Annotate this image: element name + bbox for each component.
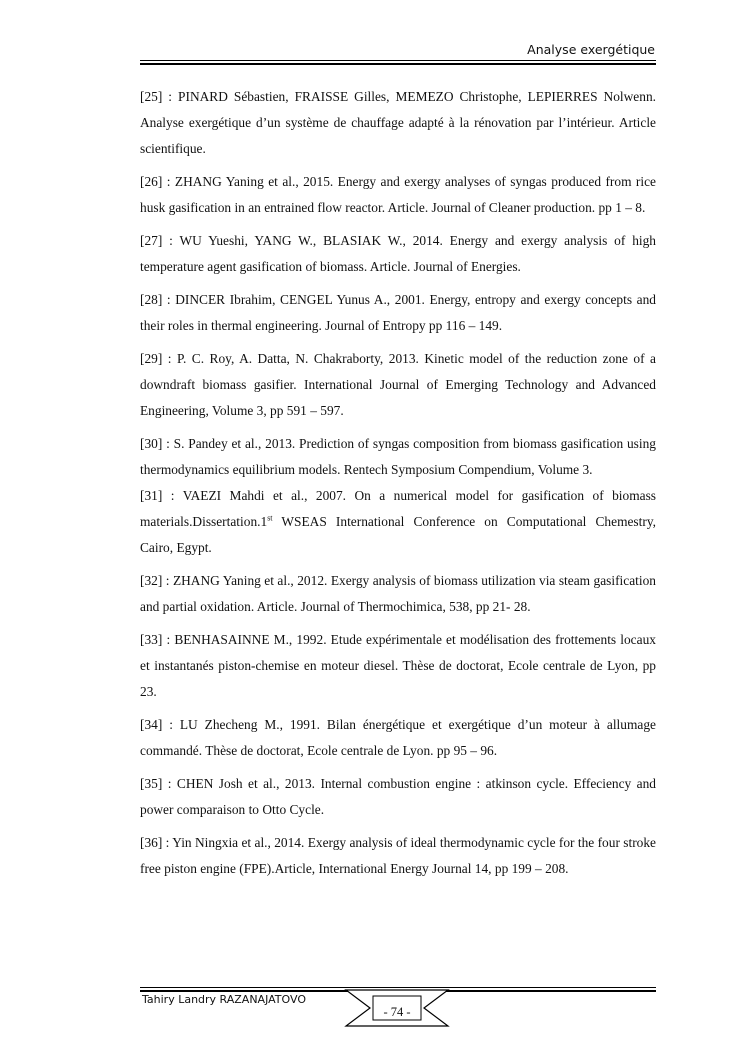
footer-author: Tahiry Landry RAZANAJATOVO	[142, 993, 306, 1006]
reference-text: ZHANG Yaning et al., 2015. Energy and exergy analyses of syngas produced from rice husk gasification in an entrained flow reactor. Article. Journal of Cleaner production. pp 1 – 8.	[140, 174, 656, 215]
reference-text: LU Zhecheng M., 1991. Bilan énergétique et exergétique d’un moteur à allumage commandé. Thèse de doctorat, Ecole centrale de Lyon. pp 95 – 96.	[140, 717, 656, 758]
reference-label: [28] :	[140, 292, 171, 307]
reference-32	[140, 568, 656, 620]
reference-label: [30] :	[140, 436, 170, 451]
reference-text: ZHANG Yaning et al., 2012. Exergy analysis of biomass utilization via steam gasification and partial oxidation. Article. Journal of Thermochimica, 538, pp 21- 28.	[140, 573, 656, 614]
reference-superscript: st	[267, 513, 273, 523]
reference-label: [32] :	[140, 573, 170, 588]
reference-label: [27] :	[140, 233, 173, 248]
reference-label: [31] :	[140, 488, 175, 503]
header-title: Analyse exergétique	[527, 42, 655, 57]
reference-25	[140, 84, 656, 162]
reference-text: CHEN Josh et al., 2013. Internal combustion engine : atkinson cycle. Effeciency and power comparaison to Otto Cycle.	[140, 776, 657, 817]
reference-text: BENHASAINNE M., 1992. Etude expérimentale et modélisation des frottements locaux et instantanés piston-chemise en moteur diesel. Thèse de doctorat, Ecole centrale de Lyon, pp 23.	[140, 632, 656, 699]
reference-31	[140, 483, 656, 561]
reference-label: [36] :	[140, 835, 170, 850]
reference-text: S. Pandey et al., 2013. Prediction of syngas composition from biomass gasification using thermodynamics equilibrium models. Rentech Symposium Compendium, Volume 3.	[140, 436, 656, 477]
header-rule-thin	[140, 60, 656, 61]
reference-33	[140, 627, 656, 705]
reference-label: [33] :	[140, 632, 171, 647]
reference-28	[140, 287, 656, 339]
reference-text: PINARD Sébastien, FRAISSE Gilles, MEMEZO Christophe, LEPIERRES Nolwenn. Analyse exergétique d’un système de chauffage adapté à la rénovation par l’intérieur. Article scientifique.	[140, 89, 656, 156]
reference-text: Yin Ningxia et al., 2014. Exergy analysis of ideal thermodynamic cycle for the four stroke free piston engine (FPE).Article, International Energy Journal 14, pp 199 – 208.	[140, 835, 656, 876]
reference-29	[140, 346, 656, 424]
reference-text-after: WSEAS International Conference on Computational Chemestry, Cairo, Egypt.	[140, 514, 656, 555]
reference-35	[140, 771, 656, 823]
reference-list	[140, 84, 656, 889]
reference-label: [35] :	[140, 776, 172, 791]
reference-label: [29] :	[140, 351, 172, 366]
reference-27	[140, 228, 656, 280]
reference-label: [26] :	[140, 174, 171, 189]
reference-text: DINCER Ibrahim, CENGEL Yunus A., 2001. Energy, entropy and exergy concepts and their roles in thermal engineering. Journal of Entropy pp 116 – 149.	[140, 292, 656, 333]
header-rule-thick	[140, 63, 656, 65]
reference-36	[140, 830, 656, 882]
reference-26	[140, 169, 656, 221]
reference-label: [34] :	[140, 717, 173, 732]
reference-30	[140, 431, 656, 483]
reference-text-before: VAEZI Mahdi et al., 2007. On a numerical model for gasification of biomass materials.Dissertation.1	[140, 488, 656, 529]
reference-34	[140, 712, 656, 764]
reference-text: WU Yueshi, YANG W., BLASIAK W., 2014. Energy and exergy analysis of high temperature agent gasification of biomass. Article. Journal of Energies.	[140, 233, 656, 274]
reference-text: P. C. Roy, A. Datta, N. Chakraborty, 2013. Kinetic model of the reduction zone of a downdraft biomass gasifier. International Journal of Emerging Technology and Advanced Engineering, Volume 3, pp 591 – 597.	[140, 351, 656, 418]
page-number: - 74 -	[383, 1005, 411, 1019]
reference-label: [25] :	[140, 89, 173, 104]
